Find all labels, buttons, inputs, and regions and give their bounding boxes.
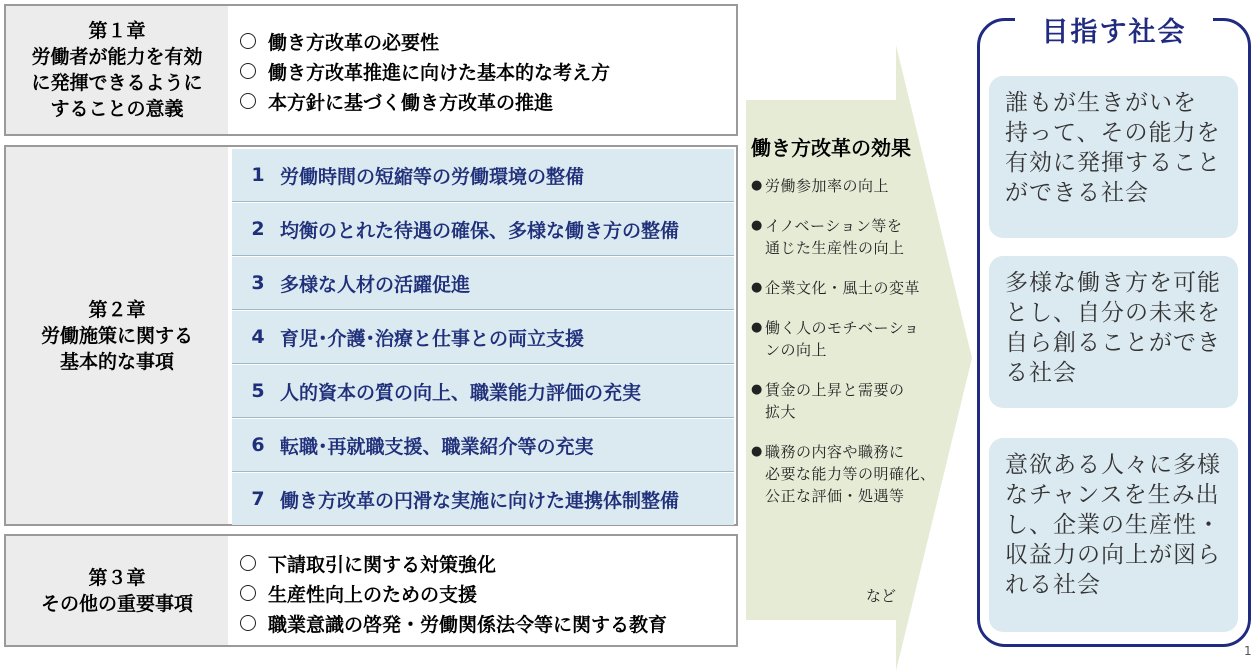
effect-item: ● 企業文化・風土の変革: [751, 279, 921, 297]
chapter1-heading: [6, 6, 230, 134]
circle-bullet-icon: [240, 93, 256, 109]
chapter2-block: [4, 145, 738, 526]
chapter1-block: [4, 4, 738, 136]
bullet-dot-icon: ●: [751, 444, 763, 459]
page-number: 1: [1244, 644, 1252, 658]
chapter1-title-line: 労働者が能力を有効: [31, 46, 203, 68]
circle-bullet-icon: [240, 555, 256, 571]
effect-item: ● 職務の内容や職務に 必要な能力等の明確化、 公正な評価・処遇等: [751, 443, 936, 505]
bullet-dot-icon: ●: [751, 178, 763, 193]
policy-item: 1 労働時間の短縮等の労働環境の整備: [232, 149, 734, 202]
society-goal: 意欲ある人々に多様 なチャンスを生み出 し、企業の生産性・ 収益力の向上が図ら れる社会: [989, 438, 1238, 632]
policy-item: 2 均衡のとれた待遇の確保、多様な働き方の整備: [232, 203, 734, 256]
society-goal: 誰もが生きがいを 持って、その能力を 有効に発揮すること ができる社会: [989, 76, 1238, 238]
bullet-dot-icon: ●: [751, 218, 763, 233]
chapter3-block: [4, 534, 738, 647]
effect-item: ● 賃金の上昇と需要の 拡大: [751, 381, 905, 421]
effect-item: ● イノベーション等を 通じた生産性の向上: [751, 217, 905, 257]
chapter3-items: [228, 536, 736, 645]
chapter2-heading: [6, 147, 230, 524]
effects-panel: [748, 132, 970, 525]
chapter3-heading: [6, 536, 230, 645]
chapter1-item: 働き方改革推進に向けた基本的な考え方: [240, 56, 736, 86]
policy-item: 4 育児･介護･治療と仕事との両立支援: [232, 311, 734, 364]
chapter1-items: [228, 6, 736, 134]
chapter2-title-line: 労働施策に関する: [40, 324, 193, 347]
policy-item: 6 転職･再就職支援、職業紹介等の充実: [232, 419, 734, 472]
chapter1-title-line: することの意義: [50, 98, 184, 120]
bullet-dot-icon: ●: [751, 320, 763, 335]
chapter2-title-line: 基本的な事項: [59, 350, 174, 373]
effects-etc: など: [866, 587, 897, 605]
circle-bullet-icon: [240, 615, 256, 631]
chapter3-title-line: 第３章: [88, 566, 146, 589]
circle-bullet-icon: [240, 33, 256, 49]
effect-item: ● 労働参加率の向上: [751, 177, 890, 195]
chapter3-title-line: その他の重要事項: [40, 592, 193, 615]
circle-bullet-icon: [240, 585, 256, 601]
chapter3-item: 下請取引に関する対策強化: [240, 548, 736, 578]
chapter2-items: [228, 147, 736, 524]
chapter2-title-line: 第２章: [88, 298, 146, 321]
chapter3-item: 職業意識の啓発・労働関係法令等に関する教育: [240, 608, 736, 638]
society-title: 目指す社会: [1041, 17, 1187, 48]
bullet-dot-icon: ●: [751, 280, 763, 295]
bullet-dot-icon: ●: [751, 382, 763, 397]
policy-item: 3 多様な人材の活躍促進: [232, 257, 734, 310]
effects-title: 働き方改革の効果: [751, 136, 911, 160]
chapter3-item: 生産性向上のための支援: [240, 578, 736, 608]
chapter1-item: 働き方改革の必要性: [240, 26, 736, 56]
chapter1-item: 本方針に基づく働き方改革の推進: [240, 86, 736, 116]
chapter1-title-line: に発揮できるように: [31, 72, 203, 94]
chapter1-title-line: 第１章: [88, 20, 146, 42]
circle-bullet-icon: [240, 63, 256, 79]
policy-item: 5 人的資本の質の向上、職業能力評価の充実: [232, 365, 734, 418]
effect-item: ● 働く人のモチベーショ ンの向上: [751, 319, 920, 359]
policy-item: 7 働き方改革の円滑な実施に向けた連携体制整備: [232, 473, 734, 525]
society-goal: 多様な働き方を可能 とし、自分の未来を 自ら創ることができ る社会: [989, 256, 1238, 408]
